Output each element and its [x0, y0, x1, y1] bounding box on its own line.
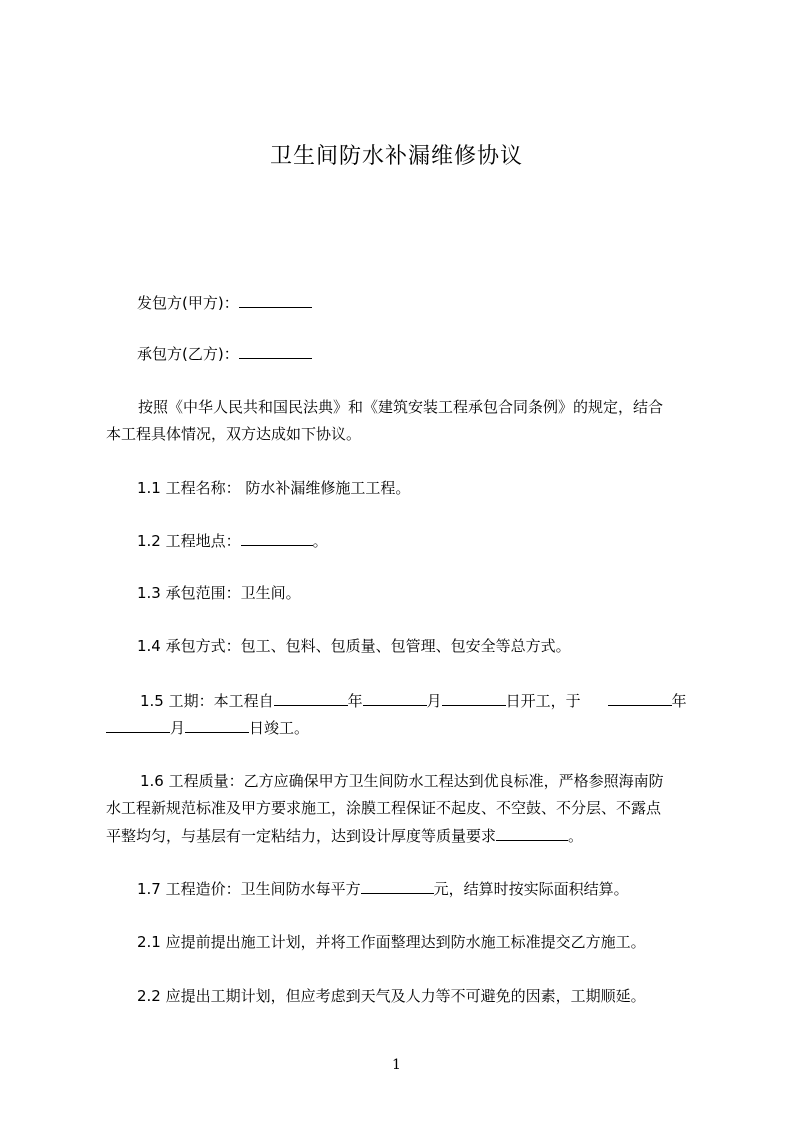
party-b-blank [239, 344, 312, 359]
end-month-blank [106, 718, 170, 733]
end-year-blank [608, 691, 672, 706]
clause-1-6-line-1: 1.6 工程质量：乙方应确保甲方卫生间防水工程达到优良标准，严格参照海南防 [140, 772, 664, 790]
clause-2-1: 2.1 应提前提出施工计划，并将工作面整理达到防水施工标准提交乙方施工。 [137, 933, 646, 951]
party-b-label: 承包方(乙方)： [137, 345, 239, 363]
clause-1-6-line-2: 水工程新规范标准及甲方要求施工，涂膜工程保证不起皮、不空鼓、不分层、不露点 [106, 799, 662, 817]
clause-2-2: 2.2 应提出工期计划，但应考虑到天气及人力等不可避免的因素，工期顺延。 [137, 987, 646, 1005]
intro-line-1: 按照《中华人民共和国民法典》和《建筑安装工程承包合同条例》的规定，结合 [138, 398, 664, 416]
party-a-label: 发包方(甲方)： [137, 294, 239, 312]
clause-1-7 [137, 879, 629, 899]
site-blank [241, 531, 313, 546]
document-title: 卫生间防水补漏维修协议 [269, 144, 523, 169]
month-label-1: 月 [426, 692, 442, 710]
clause-1-6-end: 。 [568, 827, 584, 845]
clause-1-6-line-3 [106, 826, 583, 846]
year-label-2: 年 [671, 692, 687, 710]
clause-1-2-label: 1.2 工程地点： [137, 532, 241, 550]
price-blank [361, 879, 434, 894]
clause-1-5-start: 1.5 工期：本工程自 [140, 692, 274, 710]
month-label-2: 月 [170, 719, 186, 737]
clause-1-7-label: 1.7 工程造价：卫生间防水每平方 [137, 880, 361, 898]
clause-1-1: 1.1 工程名称： 防水补漏维修施工工程。 [137, 479, 411, 497]
clause-1-6-line-3-text: 平整均匀，与基层有一定粘结力，达到设计厚度等质量要求 [106, 827, 497, 845]
party-b-line [137, 344, 312, 364]
end-day-blank [185, 718, 249, 733]
clause-1-2 [137, 531, 328, 551]
clause-1-5-line-2 [106, 718, 309, 738]
party-a-line [137, 293, 312, 313]
clause-1-4: 1.4 承包方式：包工、包料、包质量、包管理、包安全等总方式。 [137, 637, 571, 655]
start-month-blank [363, 691, 427, 706]
year-label-1: 年 [347, 692, 363, 710]
clause-1-5-line-1 [140, 691, 687, 711]
quality-blank [496, 826, 568, 841]
page-number: 1 [392, 1057, 401, 1073]
completion-text: 日竣工。 [249, 719, 310, 737]
clause-1-7-rest: 元，结算时按实际面积结算。 [433, 880, 629, 898]
start-day-blank [442, 691, 506, 706]
start-work-text: 日开工，于 [505, 692, 581, 710]
party-a-blank [239, 293, 312, 308]
clause-1-2-end: 。 [312, 532, 328, 550]
intro-line-2: 本工程具体情况，双方达成如下协议。 [106, 425, 362, 443]
clause-1-3: 1.3 承包范围：卫生间。 [137, 584, 301, 602]
start-year-blank [274, 691, 348, 706]
